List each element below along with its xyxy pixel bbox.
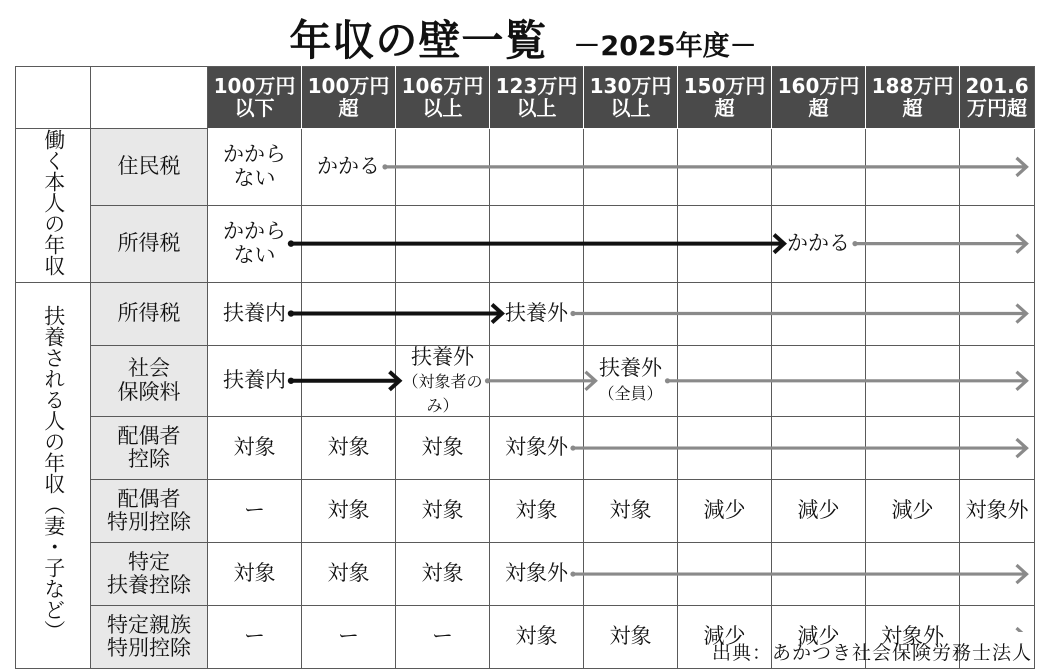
cell-text: 扶養内 <box>223 368 286 393</box>
table-cell <box>490 129 584 206</box>
cell-text: ー <box>244 624 265 649</box>
table-cell <box>960 205 1035 282</box>
table-cell <box>960 345 1035 417</box>
cell-text: 対象外 <box>505 435 568 460</box>
cell-text: 減少 <box>703 498 746 523</box>
table-cell <box>678 480 772 543</box>
table-cell <box>866 345 960 417</box>
table-cell <box>772 205 866 282</box>
table-cell <box>208 417 302 480</box>
group-label <box>16 282 91 669</box>
cell-text: 扶養外 （対象者のみ） <box>402 344 483 415</box>
table-cell <box>960 480 1035 543</box>
cell-text: 対象 <box>233 561 276 586</box>
table-row <box>16 205 1035 282</box>
column-header: 100万円 以下 <box>208 67 302 129</box>
table-cell <box>584 282 678 345</box>
table-cell <box>396 480 490 543</box>
table-cell <box>208 129 302 206</box>
cell-text: 対象 <box>233 435 276 460</box>
table-row <box>16 417 1035 480</box>
table-cell <box>960 282 1035 345</box>
table-cell <box>678 129 772 206</box>
table-row <box>16 282 1035 345</box>
column-header: 123万円 以上 <box>490 67 584 129</box>
cell-text: 減少 <box>891 498 934 523</box>
column-header: 160万円 超 <box>772 67 866 129</box>
table-cell <box>866 282 960 345</box>
table-row <box>16 543 1035 606</box>
cell-text: 対象 <box>421 498 464 523</box>
cell-text: 対象外 <box>965 498 1029 523</box>
table-cell <box>208 480 302 543</box>
table-cell <box>960 543 1035 606</box>
table-cell <box>396 417 490 480</box>
header-row <box>16 67 1035 129</box>
table-cell <box>208 282 302 345</box>
table-cell <box>772 543 866 606</box>
cell-text: 対象外 <box>881 624 944 649</box>
table-cell <box>302 543 396 606</box>
table-cell <box>396 282 490 345</box>
page-title: 年収の壁一覧 <box>289 16 548 65</box>
cell-text: ー <box>244 498 265 523</box>
table-cell <box>396 606 490 669</box>
table-cell <box>772 417 866 480</box>
table-cell <box>772 129 866 206</box>
column-header: 201.6 万円超 <box>960 67 1035 129</box>
row-label: 配偶者 特別控除 <box>91 480 208 543</box>
table-cell <box>396 129 490 206</box>
table-cell <box>396 543 490 606</box>
table-cell <box>490 543 584 606</box>
cell-text: 扶養外 <box>505 300 568 325</box>
row-label: 配偶者 控除 <box>91 417 208 480</box>
table-cell <box>960 417 1035 480</box>
cell-text: 対象 <box>421 561 464 586</box>
table-row <box>16 345 1035 417</box>
table-cell <box>208 345 302 417</box>
column-header: 150万円 超 <box>678 67 772 129</box>
row-label: 特定親族 特別控除 <box>91 606 208 669</box>
table-cell <box>584 129 678 206</box>
table-row <box>16 480 1035 543</box>
table-cell <box>302 606 396 669</box>
column-header: 106万円 以上 <box>396 67 490 129</box>
cell-text: 対象外 <box>505 561 568 586</box>
cell-text: 対象 <box>609 498 652 523</box>
table-cell <box>302 345 396 417</box>
table-cell <box>584 205 678 282</box>
table-cell <box>584 480 678 543</box>
table-cell <box>302 417 396 480</box>
cell-text: 対象 <box>327 561 370 586</box>
column-header: 188万円 超 <box>866 67 960 129</box>
cell-text: かかる <box>317 154 380 179</box>
cell-text: 扶養内 <box>223 300 286 325</box>
table-cell <box>208 205 302 282</box>
table-row <box>16 129 1035 206</box>
table-cell <box>678 543 772 606</box>
table-cell <box>302 480 396 543</box>
row-label: 住民税 <box>91 129 208 206</box>
table-cell <box>772 480 866 543</box>
table-cell <box>678 345 772 417</box>
group-label-text: 働く本人の年収 <box>41 129 66 276</box>
cell-text: 減少 <box>797 498 840 523</box>
table-cell <box>490 480 584 543</box>
cell-text: 対象 <box>515 498 558 523</box>
table-cell <box>490 606 584 669</box>
cell-text: 対象 <box>327 435 370 460</box>
cell-text: 扶養外 （全員） <box>598 356 663 403</box>
table-cell <box>490 345 584 417</box>
row-label: 所得税 <box>91 205 208 282</box>
group-label-text: 扶養される人の年収（妻・子など） <box>41 304 66 641</box>
cell-text: 対象 <box>515 624 558 649</box>
table-body <box>16 129 1035 669</box>
row-label: 所得税 <box>91 282 208 345</box>
cell-text: 減少 <box>703 624 746 649</box>
cell-text: 対象 <box>609 624 652 649</box>
table-cell <box>866 543 960 606</box>
table-cell <box>302 282 396 345</box>
table-cell <box>490 205 584 282</box>
group-label <box>16 129 91 283</box>
table-cell <box>866 205 960 282</box>
cell-text: 対象 <box>421 435 464 460</box>
table-cell <box>208 543 302 606</box>
column-header: 100万円 超 <box>302 67 396 129</box>
source-credit: 出典：あかつき社会保険労務士法人 <box>711 642 1032 664</box>
row-label: 特定 扶養控除 <box>91 543 208 606</box>
corner-cell-2 <box>91 67 208 129</box>
table-cell <box>208 606 302 669</box>
cell-text: かから ない <box>223 219 286 267</box>
cell-text: ー <box>432 624 453 649</box>
table-cell <box>302 205 396 282</box>
row-label: 社会 保険料 <box>91 345 208 417</box>
cell-text: 対象 <box>327 498 370 523</box>
cell-text: かかる <box>787 230 850 255</box>
corner-cell-1 <box>16 67 91 129</box>
table-cell <box>490 417 584 480</box>
table-cell <box>772 345 866 417</box>
table-cell <box>490 282 584 345</box>
income-wall-table <box>15 66 1035 669</box>
table-cell <box>866 129 960 206</box>
column-header: 130万円 以上 <box>584 67 678 129</box>
title-block <box>0 8 1046 68</box>
table-cell <box>678 417 772 480</box>
table-cell <box>584 543 678 606</box>
table-cell <box>866 480 960 543</box>
table-cell <box>960 129 1035 206</box>
table-cell <box>584 417 678 480</box>
table-cell <box>302 129 396 206</box>
cell-text: かから ない <box>223 142 286 190</box>
table-cell <box>584 345 678 417</box>
table-cell <box>678 282 772 345</box>
cell-text: 減少 <box>797 624 840 649</box>
page-subtitle: －2025年度－ <box>573 31 757 62</box>
cell-text: ー <box>338 624 359 649</box>
table-cell <box>584 606 678 669</box>
table-cell <box>772 282 866 345</box>
table-cell <box>866 417 960 480</box>
table-cell <box>678 205 772 282</box>
table-cell <box>396 205 490 282</box>
table-cell <box>396 345 490 417</box>
